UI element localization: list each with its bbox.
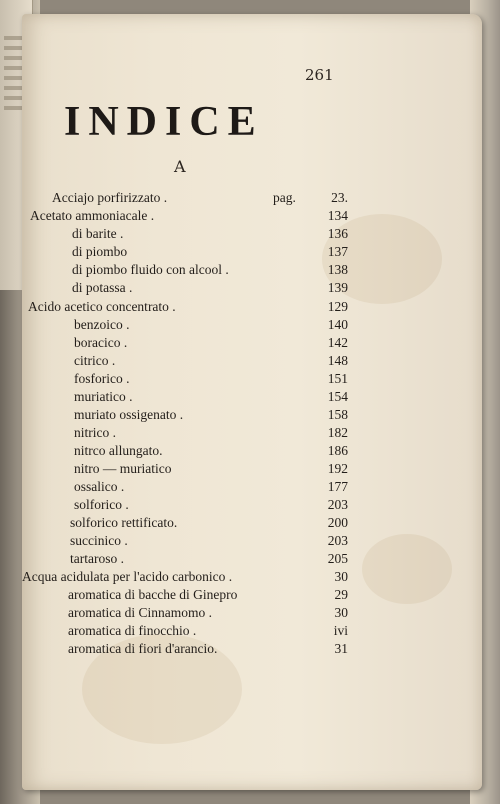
index-entry — [22, 299, 482, 317]
entry-label: Acetato ammoniacale . — [30, 208, 155, 223]
entry-label: di potassa . — [72, 280, 133, 295]
index-entry — [22, 641, 482, 659]
entry-page-number: 158 — [327, 407, 348, 422]
entry-page-number: 203 — [327, 533, 348, 548]
index-entry — [22, 515, 482, 533]
entry-label: citrico . — [74, 353, 116, 368]
index-entry — [22, 605, 482, 623]
entry-label: Acido acetico concentrato . — [28, 299, 176, 314]
entry-page-number: 177 — [327, 479, 348, 494]
index-entry — [22, 371, 482, 389]
entry-page-number: 200 — [327, 515, 348, 530]
entry-label: di piombo fluido con alcool . — [72, 262, 229, 277]
entry-label: di barite . — [72, 226, 124, 241]
entry-page-number: 139 — [327, 280, 348, 295]
index-entry — [22, 425, 482, 443]
entry-label: solforico rettificato. — [70, 515, 178, 530]
index-entry — [22, 190, 482, 208]
entry-label: ossalico . — [74, 479, 125, 494]
section-letter: A — [174, 157, 186, 176]
entry-label: aromatica di Cinnamomo . — [68, 605, 212, 620]
entry-label: Acqua acidulata per l'acido carbonico . — [22, 569, 233, 584]
entry-page-number: 142 — [327, 335, 348, 350]
entry-label: muriatico . — [74, 389, 133, 404]
index-entry — [22, 587, 482, 605]
index-entry — [22, 317, 482, 335]
entry-page-number: 137 — [327, 244, 348, 259]
book-page — [22, 14, 482, 790]
index-entry — [22, 389, 482, 407]
entry-label: aromatica di finocchio . — [68, 623, 197, 638]
entry-page-number: 29 — [334, 587, 348, 602]
entry-page-number: 182 — [327, 425, 348, 440]
index-entry — [22, 443, 482, 461]
entry-page-number: 186 — [327, 443, 348, 458]
entry-page-number: 138 — [327, 262, 348, 277]
entry-label: aromatica di bacche di Ginepro — [68, 587, 238, 602]
index-entry — [22, 244, 482, 262]
entry-label: nitrico . — [74, 425, 116, 440]
entry-label: boracico . — [74, 335, 128, 350]
entry-page-number: 136 — [327, 226, 348, 241]
entry-page-number: 205 — [327, 551, 348, 566]
entry-page-number: 30 — [334, 605, 348, 620]
index-entries — [22, 14, 482, 790]
index-entry — [22, 407, 482, 425]
index-entry — [22, 569, 482, 587]
entry-page-number: 31 — [334, 641, 348, 656]
entry-pag-abbrev: pag. — [273, 190, 296, 205]
index-entry — [22, 262, 482, 280]
entry-page-number: 23. — [331, 190, 348, 205]
entry-label: muriato ossigenato . — [74, 407, 184, 422]
entry-page-number: 154 — [327, 389, 348, 404]
entry-label: benzoico . — [74, 317, 130, 332]
entry-label: nitro — muriatico — [74, 461, 172, 476]
page-number: 261 — [305, 66, 334, 84]
index-entry — [22, 461, 482, 479]
index-entry — [22, 208, 482, 226]
entry-page-number: 140 — [327, 317, 348, 332]
entry-page-number: 129 — [327, 299, 348, 314]
entry-page-number: 148 — [327, 353, 348, 368]
index-heading: INDICE — [64, 99, 264, 145]
entry-label: di piombo — [72, 244, 128, 259]
index-entry — [22, 479, 482, 497]
entry-page-number: 134 — [327, 208, 348, 223]
entry-label: fosforico . — [74, 371, 130, 386]
entry-page-number: 151 — [327, 371, 348, 386]
entry-page-number: 203 — [327, 497, 348, 512]
entry-page-number: 30 — [334, 569, 348, 584]
index-entry — [22, 335, 482, 353]
entry-label: aromatica di fiori d'arancio. — [68, 641, 218, 656]
index-entry — [22, 623, 482, 641]
entry-label: succinico . — [70, 533, 128, 548]
index-entry — [22, 551, 482, 569]
index-entry — [22, 280, 482, 298]
entry-label: nitrco allungato. — [74, 443, 163, 458]
entry-page-number: 192 — [327, 461, 348, 476]
index-entry — [22, 533, 482, 551]
entry-label: Acciajo porfirizzato . — [52, 190, 168, 205]
entry-label: solforico . — [74, 497, 129, 512]
entry-page-number: ivi — [333, 623, 348, 638]
index-entry — [22, 353, 482, 371]
index-entry — [22, 226, 482, 244]
entry-label: tartaroso . — [70, 551, 124, 566]
index-entry — [22, 497, 482, 515]
